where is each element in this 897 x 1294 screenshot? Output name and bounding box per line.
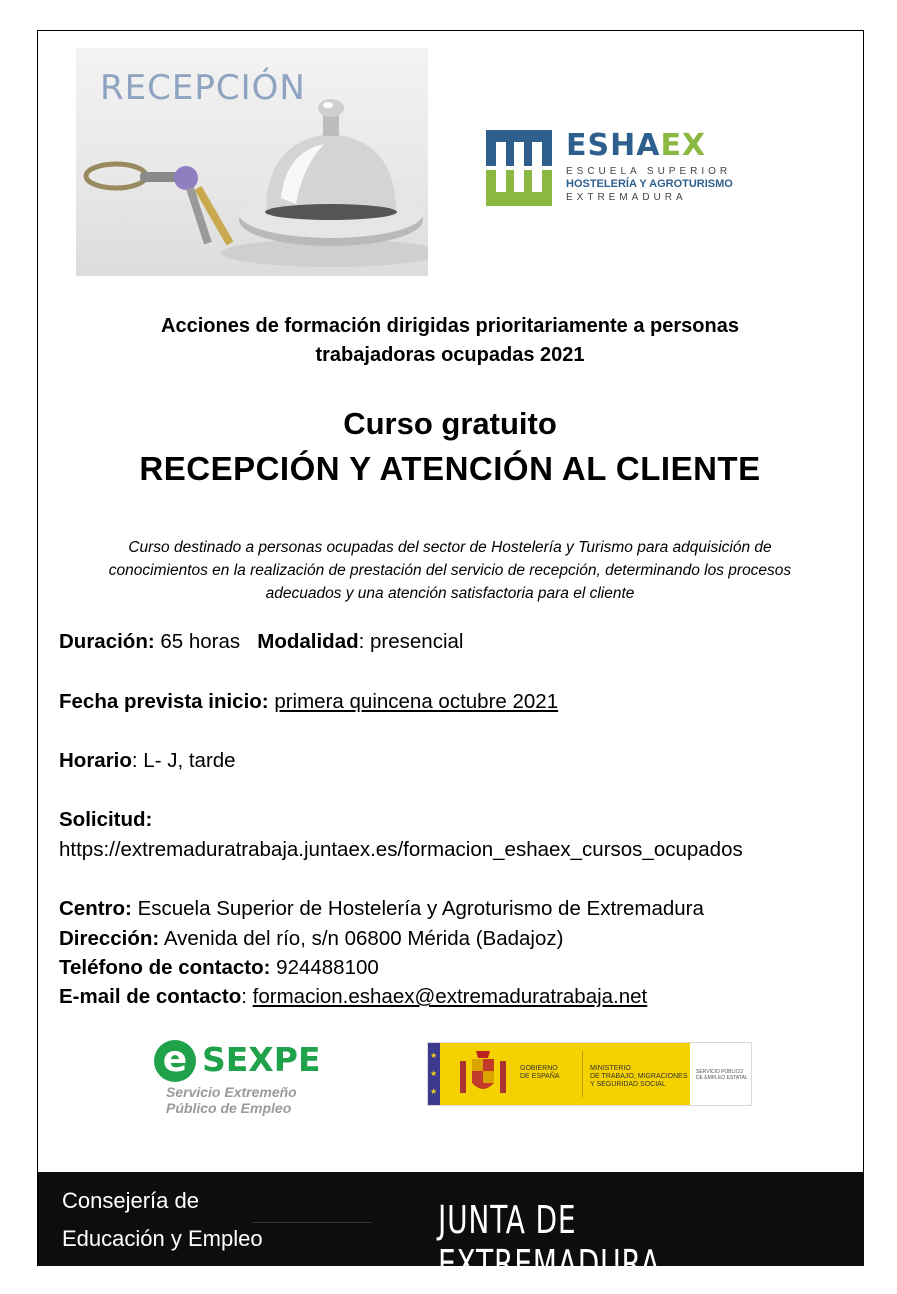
description-line3: adecuados y una atención satisfactoria para el cliente bbox=[265, 585, 635, 602]
description-line2: conocimientos en la realización de prestación del servicio de recepción, determinando los procesos bbox=[108, 562, 792, 579]
gobierno-text bbox=[520, 1065, 560, 1081]
email-separator: : bbox=[241, 985, 253, 1008]
duration-row bbox=[59, 630, 463, 654]
address-value: Avenida del río, s/n 06800 Mérida (Badajoz) bbox=[159, 927, 564, 950]
intro-heading bbox=[60, 312, 840, 370]
gobierno-logo bbox=[427, 1042, 752, 1106]
start-value: primera quincena octubre 2021 bbox=[274, 690, 559, 713]
footer-consejeria-line1: Consejería de bbox=[62, 1188, 199, 1213]
eshaex-line1: ESCUELA SUPERIOR bbox=[566, 166, 732, 177]
schedule-row bbox=[59, 749, 236, 773]
sexpe-name: SEXPE bbox=[202, 1040, 321, 1079]
email-label: E-mail de contacto bbox=[59, 985, 242, 1008]
sexpe-line2: Público de Empleo bbox=[166, 1100, 292, 1116]
start-label: Fecha prevista inicio: bbox=[59, 690, 269, 713]
gobierno-text-line2: DE ESPAÑA bbox=[520, 1073, 560, 1080]
email-link[interactable]: formacion.eshaex@extremaduratrabaja.net bbox=[252, 985, 648, 1008]
ministerio-text-line3: Y SEGURIDAD SOCIAL bbox=[590, 1081, 666, 1088]
sepe-text-line1: SERVICIO PÚBLICO bbox=[696, 1069, 744, 1075]
eu-flag-icon: ★ ★ ★ bbox=[428, 1043, 440, 1105]
email-row bbox=[59, 985, 647, 1009]
phone-row bbox=[59, 956, 379, 980]
sexpe-e-icon: e bbox=[154, 1040, 196, 1082]
junta-extremadura-logo: JUNTA DE EXTREMADURA bbox=[438, 1198, 661, 1286]
description-line1: Curso destinado a personas ocupadas del sector de Hostelería y Turismo para adquisición de bbox=[128, 539, 772, 556]
footer-bar bbox=[38, 1172, 864, 1286]
ministerio-text-line2: DE TRABAJO, MIGRACIONES bbox=[590, 1073, 688, 1080]
gobierno-band bbox=[440, 1043, 690, 1105]
address-label: Dirección: bbox=[59, 927, 160, 950]
centre-row bbox=[59, 897, 704, 921]
sexpe-line1: Servicio Extremeño bbox=[166, 1084, 297, 1100]
eshaex-line3: EXTREMADURA bbox=[566, 192, 687, 203]
modality-label: Modalidad bbox=[257, 630, 359, 653]
phone-value: 924488100 bbox=[270, 956, 379, 979]
intro-line1: Acciones de formación dirigidas prioritariamente a personas bbox=[161, 315, 739, 337]
footer-divider bbox=[252, 1222, 372, 1223]
schedule-label: Horario bbox=[59, 749, 132, 772]
centre-label: Centro: bbox=[59, 897, 132, 920]
eshaex-logo bbox=[486, 126, 766, 210]
modality-value: : presencial bbox=[358, 630, 464, 653]
sepe-text bbox=[696, 1069, 748, 1081]
duration-value: 65 horas bbox=[154, 630, 241, 653]
eshaex-name-part1: ESHA bbox=[566, 128, 661, 163]
address-row bbox=[59, 927, 563, 951]
sepe-text-line2: DE EMPLEO ESTATAL bbox=[696, 1075, 748, 1081]
eshaex-line2: HOSTELERÍA Y AGROTURISMO bbox=[566, 178, 733, 190]
sexpe-logo bbox=[152, 1038, 322, 1120]
gobierno-text-line1: GOBIERNO bbox=[520, 1065, 558, 1072]
ministerio-text bbox=[590, 1065, 688, 1089]
request-row bbox=[59, 808, 152, 832]
duration-label: Duración: bbox=[59, 630, 155, 653]
centre-value: Escuela Superior de Hostelería y Agroturismo de Extremadura bbox=[131, 897, 704, 920]
eshaex-mark-icon bbox=[486, 130, 552, 206]
reception-bell-image bbox=[76, 48, 428, 276]
request-url-link[interactable]: https://extremaduratrabaja.juntaex.es/formacion_eshaex_cursos_ocupados bbox=[59, 838, 743, 861]
request-label: Solicitud: bbox=[59, 808, 153, 831]
gobierno-divider bbox=[582, 1051, 583, 1097]
ministerio-text-line1: MINISTERIO bbox=[590, 1065, 631, 1072]
phone-label: Teléfono de contacto: bbox=[59, 956, 271, 979]
schedule-value: : L- J, tarde bbox=[131, 749, 236, 772]
hero-title: RECEPCIÓN bbox=[100, 68, 306, 108]
start-date-row bbox=[59, 690, 558, 714]
eshaex-name-part2: EX bbox=[660, 128, 707, 163]
course-description bbox=[70, 536, 830, 605]
course-type: Curso gratuito bbox=[343, 406, 557, 441]
coat-of-arms-icon bbox=[456, 1049, 510, 1101]
intro-line2: trabajadoras ocupadas 2021 bbox=[315, 344, 585, 366]
eshaex-name bbox=[566, 128, 706, 163]
course-title: RECEPCIÓN Y ATENCIÓN AL CLIENTE bbox=[139, 450, 761, 487]
footer-consejeria-line2: Educación y Empleo bbox=[62, 1226, 263, 1251]
